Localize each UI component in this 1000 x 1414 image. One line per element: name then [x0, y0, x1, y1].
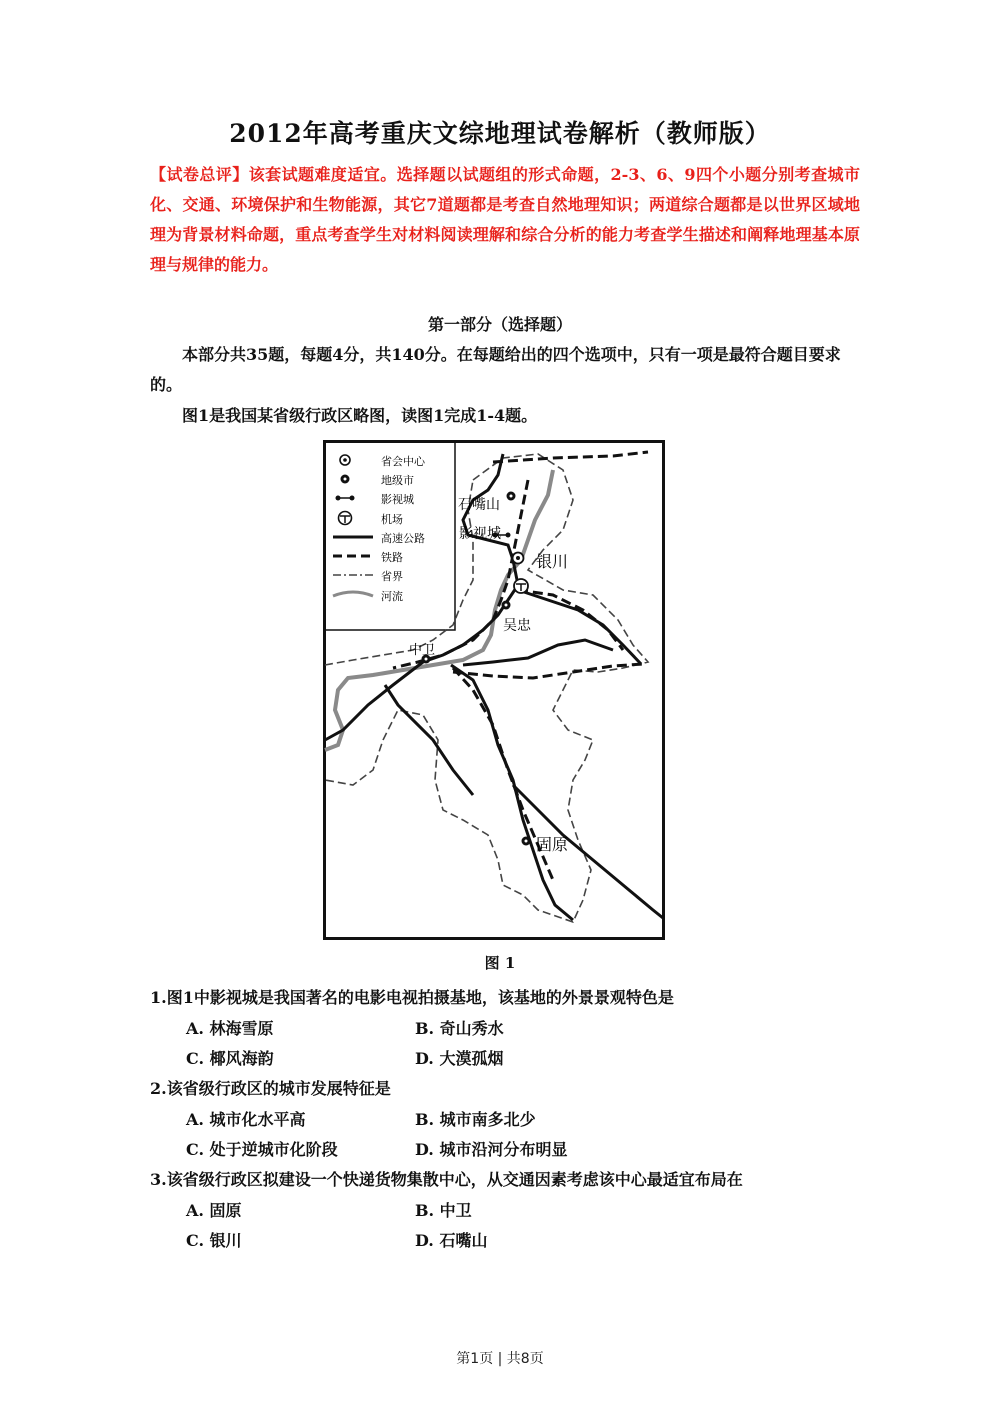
label-shizuishan: 石嘴山 — [458, 497, 500, 513]
q1-option-b: B. 奇山秀水 — [415, 1019, 504, 1038]
q3-option-a: A. 固原 — [186, 1201, 242, 1220]
legend-highway: 高速公路 — [381, 532, 425, 545]
page-footer: 第1页 | 共8页 — [456, 1351, 544, 1367]
q2-option-d: D. 城市沿河分布明显 — [415, 1140, 568, 1159]
question-2-stem: 2.该省级行政区的城市发展特征是 — [150, 1079, 391, 1098]
label-film-city: 影视城 — [459, 526, 501, 542]
q1-option-a: A. 林海雪原 — [186, 1019, 274, 1038]
province-map — [323, 440, 665, 940]
q2-option-a: A. 城市化水平高 — [186, 1110, 306, 1129]
page-title: 2012年高考重庆文综地理试卷解析（教师版） — [229, 119, 771, 148]
airport-marker — [514, 579, 528, 593]
q3-option-b: B. 中卫 — [415, 1201, 472, 1220]
figure-caption: 图 1 — [484, 954, 516, 972]
legend-prefecture: 地级市 — [381, 474, 414, 487]
q2-option-c: C. 处于逆城市化阶段 — [186, 1140, 338, 1159]
label-yinchuan: 银川 — [536, 552, 569, 571]
q3-option-d: D. 石嘴山 — [415, 1231, 488, 1250]
label-zhongwei: 中卫 — [409, 643, 436, 658]
legend-border: 省界 — [381, 570, 403, 583]
q2-option-b: B. 城市南多北少 — [415, 1110, 536, 1129]
q3-option-c: C. 银川 — [186, 1231, 242, 1250]
question-1-stem: 1.图1中影视城是我国著名的电影电视拍摄基地，该基地的外景景观特色是 — [150, 988, 674, 1007]
map-figure — [323, 440, 665, 944]
legend-railway: 铁路 — [381, 551, 403, 564]
legend-river: 河流 — [381, 590, 403, 603]
label-wuzhong: 吴忠 — [503, 618, 531, 634]
section-title: 第一部分（选择题） — [427, 315, 572, 334]
paper-review: 【试卷总评】该套试题难度适宜。选择题以试题组的形式命题，2-3、6、9四个小题分别考查城市化、交通、环境保护和生物能源，其它7道题都是考查自然地理知识；两道综合题都是以世界区域地理为背景材料命题，重点考查学生对材料阅读理解和综合分析的能力考查学生描述和阐释地理基本原理与规律的能力。 — [150, 165, 860, 274]
legend-film-city: 影视城 — [381, 493, 414, 506]
q1-option-c: C. 椰风海韵 — [186, 1049, 274, 1068]
section-intro: 本部分共35题，每题4分，共140分。在每题给出的四个选项中，只有一项是最符合题目要求的。 — [150, 345, 841, 394]
legend-airport: 机场 — [381, 513, 403, 526]
legend-capital: 省会中心 — [381, 455, 425, 468]
q1-option-d: D. 大漠孤烟 — [415, 1049, 504, 1068]
question-3-stem: 3.该省级行政区拟建设一个快递货物集散中心，从交通因素考虑该中心最适宜布局在 — [150, 1170, 743, 1189]
figure-intro: 图1是我国某省级行政区略图，读图1完成1-4题。 — [182, 406, 538, 425]
map-frame — [325, 442, 664, 939]
label-guyuan: 固原 — [536, 835, 569, 854]
